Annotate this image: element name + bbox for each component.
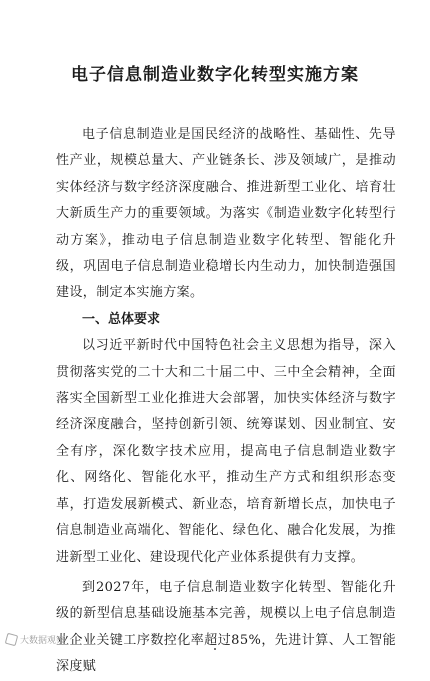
- document-title: 电子信息制造业数字化转型实施方案: [71, 65, 359, 85]
- watermark: [6, 633, 65, 646]
- document-body: [56, 122, 396, 681]
- section-paragraph: 以习近平新时代中国特色社会主义思想为指导，深入贯彻落实党的二十大和二十届二中、三中全会精神，全面落实全国新型工业化推进大会部署，加快实体经济与数字经济深度融合，坚持创新引领、统筹谋划、因业制宜、安全有序，深化数字技术应用，提高电子信息制造业数字化、网络化、智能化水平，推动生产方式和组织形态变革，打造发展新模式、新业态，培育新增长点，加快电子信息制造业高端化、智能化、绿色化、融合化发展，为推进新型工业化、建设现代化产业体系提供有力支撑。: [56, 338, 396, 565]
- watermark-text: 大数据观察: [20, 636, 66, 646]
- watermark-logo-icon: [5, 633, 18, 646]
- section-paragraph: 到2027年，电子信息制造业数字化转型、智能化升级的新型信息基础设施基本完善，规模以上电子信息制造业企业关键工序数控化率超过85%，先进计算、人工智能深度赋: [56, 579, 396, 675]
- section-heading: 一、总体要求: [82, 311, 161, 327]
- intro-paragraph: 电子信息制造业是国民经济的战略性、基础性、先导性产业，规模总量大、产业链条长、涉及领域广，是推动实体经济与数字经济深度融合、推进新型工业化、培育壮大新质生产力的重要领域。为落实《制造业数字化转型行动方案》，推动电子信息制造业数字化转型、智能化升级，巩固电子信息制造业稳增长内生动力，加快制造强国建设，制定本实施方案。: [56, 127, 396, 301]
- page-marker: [214, 648, 216, 650]
